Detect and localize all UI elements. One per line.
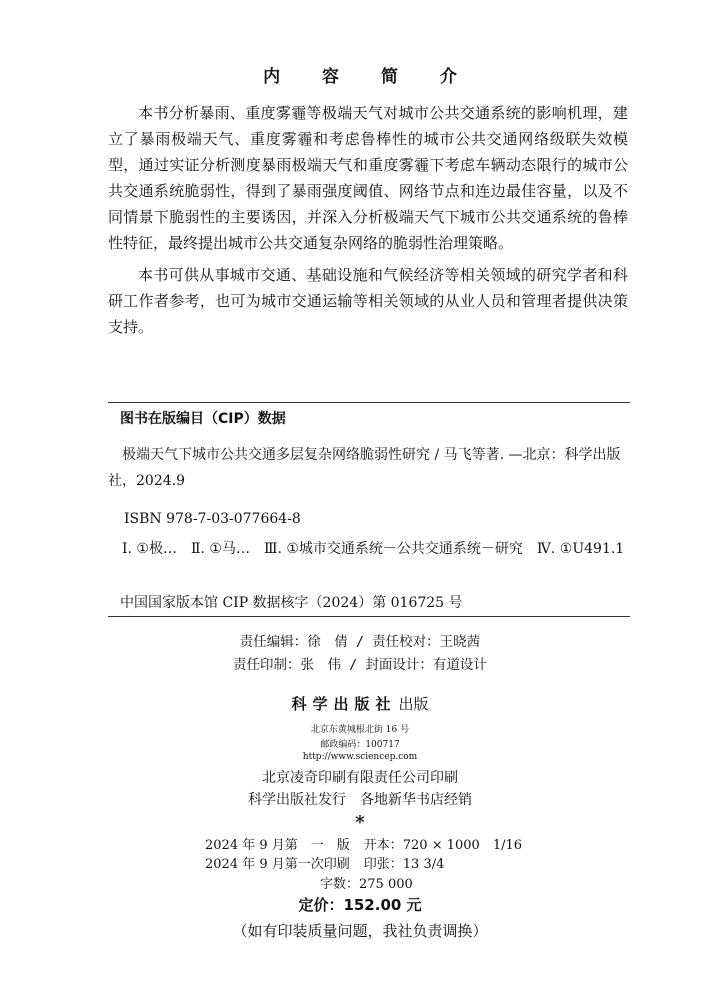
credits-editors: 责任编辑：徐 倩 / 责任校对：王晓茜 xyxy=(239,634,481,650)
divider-bottom xyxy=(108,616,630,617)
publisher-name: 科学出版社 xyxy=(291,695,397,713)
cip-data-number: 中国国家版本馆 CIP 数据核字（2024）第 016725 号 xyxy=(120,595,463,611)
printing-date: 2024 年 9 月第一次印刷 xyxy=(205,857,350,872)
credits-production: 责任印制：张 伟 / 封面设计：有道设计 xyxy=(233,657,487,673)
page-title: 内 容 简 介 xyxy=(263,67,475,87)
price-label: 定价：152.00 元 xyxy=(298,896,422,914)
publisher-postcode: 邮政编码：100717 xyxy=(320,740,400,750)
publisher-url: http://www.sciencep.com xyxy=(302,752,418,762)
publisher-suffix: 出版 xyxy=(398,695,429,713)
divider-top xyxy=(108,402,630,403)
edition-line xyxy=(205,834,522,853)
intro-paragraph-1: 本书分析暴雨、重度雾霾等极端天气对城市公共交通系统的影响机理，建立了暴雨极端天气、重度雾霾和考虑鲁棒性的城市公共交通网络级联失效模型，通过实证分析测度暴雨极端天气和重度雾霾下考虑车辆动态限行的城市公共交通系统脆弱性，得到了暴雨强度阈值、网络节点和连边最佳容量，以及不同情景下脆弱性的主要诱因，并深入分析极端天气下城市公共交通系统的鲁棒性特征，最终提出城市公共交通复杂网络的脆弱性治理策略。 xyxy=(108,104,628,252)
publisher-line xyxy=(0,693,720,714)
intro-paragraph-2: 本书可供从事城市交通、基础设施和气候经济等相关领域的研究学者和科研工作者参考，也可为城市交通运输等相关领域的从业人员和管理者提供决策支持。 xyxy=(108,266,628,336)
cip-isbn: ISBN 978-7-03-077664-8 xyxy=(124,511,301,527)
intro-section xyxy=(108,100,628,346)
publisher-address: 北京东黄城根北街 16 号 xyxy=(310,725,410,735)
printing-line xyxy=(205,853,444,872)
cip-heading: 图书在版编目（CIP）数据 xyxy=(120,411,286,427)
printer-line: 北京凌奇印刷有限责任公司印刷 xyxy=(262,770,458,786)
word-count: 字数：275 000 xyxy=(320,877,413,892)
printing-sheets: 印张：13 3/4 xyxy=(363,857,445,872)
edition-format: 开本：720 × 1000 1/16 xyxy=(363,838,523,853)
distribution-line: 科学出版社发行 各地新华书店经销 xyxy=(248,792,472,808)
cip-description: 极端天气下城市公共交通多层复杂网络脆弱性研究 / 马飞等著. —北京：科学出版社，2024.9 xyxy=(108,447,621,489)
edition-date: 2024 年 9 月第 一 版 xyxy=(205,838,350,853)
separator-asterisk: * xyxy=(355,812,365,833)
quality-notice: （如有印装质量问题，我社负责调换） xyxy=(232,922,488,940)
cip-classification: Ⅰ. ①极… Ⅱ. ①马… Ⅲ. ①城市交通系统－公共交通系统－研究 Ⅳ. ①U491.1 xyxy=(122,541,625,557)
